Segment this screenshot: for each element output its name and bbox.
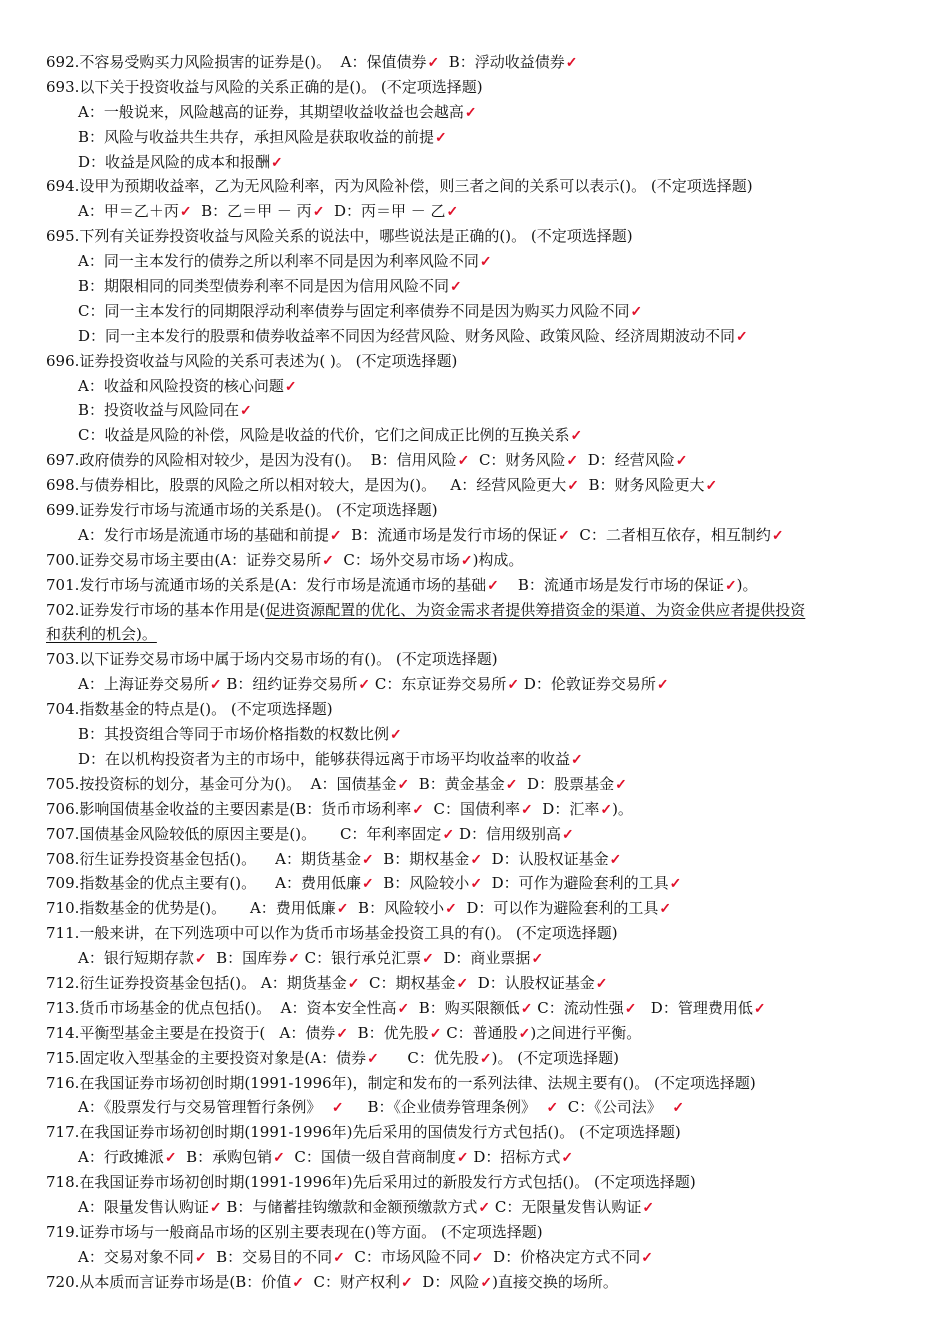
line-text: 695.下列有关证券投资收益与风险关系的说法中，哪些说法是正确的()。 (不定项选择题) xyxy=(46,227,633,246)
check-mark-icon: ✓ xyxy=(329,527,342,544)
line-text: 698.与债券相比，股票的风险之所以相对较大，是因为()。 A：经营风险更大 xyxy=(46,476,567,495)
check-mark-icon: ✓ xyxy=(624,1000,637,1017)
line-text: 713.货币市场基金的优点包括()。 A：资本安全性高 xyxy=(46,998,397,1017)
check-mark-icon: ✓ xyxy=(450,279,462,296)
line-text: D：可以作为避险套利的工具 xyxy=(456,899,659,918)
line-text: B：《企业债券管理条例》 xyxy=(343,1098,546,1117)
line-text: C：国债利率 xyxy=(424,799,521,818)
line-text: B：乙＝甲 － 丙 xyxy=(191,202,312,221)
line-text: B：与储蓄挂钩缴款和金额预缴款方式 xyxy=(221,1197,478,1216)
question-line xyxy=(46,1170,912,1195)
answer-option-line xyxy=(46,299,912,324)
check-mark-icon: ✓ xyxy=(273,1150,285,1167)
line-text: 和获利的机会)。 xyxy=(46,625,157,644)
line-text: C：市场风险不同 xyxy=(344,1247,471,1266)
line-text: 692.不容易受购买力风险损害的证券是()。 A：保值债券 xyxy=(46,53,427,71)
line-text: A：《股票发行与交易管理暂行条例》 xyxy=(78,1098,331,1117)
check-mark-icon: ✓ xyxy=(771,527,784,544)
check-mark-icon: ✓ xyxy=(565,55,578,71)
check-mark-icon: ✓ xyxy=(322,552,334,569)
check-mark-icon: ✓ xyxy=(271,154,283,171)
line-text: 703.以下证券交易市场中属于场内交易市场的有()。 (不定项选择题) xyxy=(46,650,498,669)
line-text: D：认股权证基金 xyxy=(482,849,609,868)
underlined-answer-text: 促进资源配置的优化、为资金需求者提供筹措资金的渠道、为资金供应者提供投资 xyxy=(265,600,806,619)
check-mark-icon: ✓ xyxy=(736,328,748,345)
line-text: C：银行承兑汇票 xyxy=(299,949,422,968)
check-mark-icon: ✓ xyxy=(479,1050,492,1067)
question-line xyxy=(46,448,912,473)
check-mark-icon: ✓ xyxy=(397,1000,410,1017)
check-mark-icon: ✓ xyxy=(367,1050,379,1067)
line-text: 717.在我国证券市场初创时期(1991-1996年)先后采用的国债发行方式包括()。 (不定项选择题) xyxy=(46,1123,681,1142)
line-text: D：汇率 xyxy=(532,799,600,818)
check-mark-icon: ✓ xyxy=(478,1199,491,1216)
answer-option-line xyxy=(46,722,912,747)
line-text: 715.固定收入型基金的主要投资对象是(A：债券 xyxy=(46,1048,367,1067)
check-mark-icon: ✓ xyxy=(401,1274,413,1291)
line-text: 702.证券发行市场的基本作用是( xyxy=(46,600,266,619)
line-text: B：流通市场是发行市场的保证 xyxy=(341,525,558,544)
line-text: D：风险 xyxy=(412,1272,480,1291)
line-text: C：期权基金 xyxy=(359,973,456,992)
check-mark-icon: ✓ xyxy=(284,378,297,395)
check-mark-icon: ✓ xyxy=(487,577,499,594)
check-mark-icon: ✓ xyxy=(347,975,360,992)
line-text: B：交易目的不同 xyxy=(206,1247,333,1266)
check-mark-icon: ✓ xyxy=(724,577,737,594)
line-text: C：财务风险 xyxy=(469,451,566,470)
answer-option-line xyxy=(46,324,912,349)
check-mark-icon: ✓ xyxy=(558,527,570,544)
check-mark-icon: ✓ xyxy=(705,478,718,495)
check-mark-icon: ✓ xyxy=(336,901,349,918)
answer-option-line xyxy=(46,946,912,971)
check-mark-icon: ✓ xyxy=(753,1000,766,1017)
line-text: D：同一主本发行的股票和债券收益率不同因为经营风险、财务风险、政策风险、经济周期波动不同 xyxy=(78,326,736,345)
line-text: A：限量发售认购证 xyxy=(78,1197,209,1216)
check-mark-icon: ✓ xyxy=(531,951,544,968)
line-text: A：一般说来，风险越高的证券，其期望收益收益也会越高 xyxy=(78,102,464,121)
line-text: 699.证券发行市场与流通市场的关系是()。 (不定项选择题) xyxy=(46,501,438,520)
check-mark-icon: ✓ xyxy=(427,55,440,71)
check-mark-icon: ✓ xyxy=(470,851,483,868)
answer-option-line xyxy=(46,1245,912,1270)
check-mark-icon: ✓ xyxy=(358,677,371,694)
check-mark-icon: ✓ xyxy=(435,129,447,146)
check-mark-icon: ✓ xyxy=(672,1100,685,1117)
question-line xyxy=(46,847,912,872)
line-text: A：甲＝乙＋丙 xyxy=(78,202,179,221)
question-line xyxy=(46,1071,912,1096)
question-line xyxy=(46,822,912,847)
answer-option-line xyxy=(46,374,912,399)
check-mark-icon: ✓ xyxy=(442,826,455,843)
line-text: D：可作为避险套利的工具 xyxy=(482,874,669,893)
line-text: 719.证券市场与一般商品市场的区别主要表现在()等方面。 (不定项选择题) xyxy=(46,1222,543,1241)
check-mark-icon: ✓ xyxy=(429,1025,442,1042)
check-mark-icon: ✓ xyxy=(292,1274,305,1291)
line-text: 718.在我国证券市场初创时期(1991-1996年)先后采用过的新股发行方式包括()。 (不定项选择题) xyxy=(46,1173,696,1192)
check-mark-icon: ✓ xyxy=(609,851,622,868)
line-text: C：《公司法》 xyxy=(558,1098,672,1117)
check-mark-icon: ✓ xyxy=(518,1025,531,1042)
check-mark-icon: ✓ xyxy=(336,1025,349,1042)
check-mark-icon: ✓ xyxy=(507,677,520,694)
question-line xyxy=(46,896,912,921)
answer-option-line xyxy=(46,150,912,175)
check-mark-icon: ✓ xyxy=(656,677,669,694)
line-text: 693.以下关于投资收益与风险的关系正确的是()。 (不定项选择题) xyxy=(46,77,483,96)
question-line xyxy=(46,573,912,598)
line-text: 708.衍生证券投资基金包括()。 A：期货基金 xyxy=(46,849,362,868)
check-mark-icon: ✓ xyxy=(312,204,325,221)
line-text: )。 xyxy=(612,799,633,818)
line-text: A：同一主本发行的债券之所以利率不同是因为利率风险不同 xyxy=(78,252,479,271)
question-line xyxy=(46,349,912,374)
check-mark-icon: ✓ xyxy=(471,1249,484,1266)
answer-option-line xyxy=(46,672,912,697)
line-text: 696.证券投资收益与风险的关系可表述为( )。 (不定项选择题) xyxy=(46,351,458,370)
line-text: D：在以机构投资者为主的市场中，能够获得远离于市场平均收益率的收益 xyxy=(78,749,571,768)
line-text: )。 (不定项选择题) xyxy=(491,1048,619,1067)
line-text: A：收益和风险投资的核心问题 xyxy=(78,376,284,395)
line-text: 720.从本质而言证券市场是(B：价值 xyxy=(46,1272,292,1291)
check-mark-icon: ✓ xyxy=(179,204,192,221)
line-text: B：投资收益与风险同在 xyxy=(78,401,240,420)
line-text: 716.在我国证券市场初创时期(1991-1996年)，制定和发布的一系列法律、法规主要有()。 (不定项选择题) xyxy=(46,1073,756,1092)
check-mark-icon: ✓ xyxy=(600,801,613,818)
line-text: B：其投资组合等同于市场价格指数的权数比例 xyxy=(78,725,390,744)
check-mark-icon: ✓ xyxy=(520,1000,533,1017)
check-mark-icon: ✓ xyxy=(630,303,643,320)
line-text: B：风险较小 xyxy=(373,874,470,893)
check-mark-icon: ✓ xyxy=(457,453,470,470)
line-text: )构成。 xyxy=(472,550,524,569)
check-mark-icon: ✓ xyxy=(505,776,518,793)
check-mark-icon: ✓ xyxy=(209,677,222,694)
check-mark-icon: ✓ xyxy=(561,1150,574,1167)
question-line xyxy=(46,971,912,996)
line-text: 714.平衡型基金主要是在投资于( A：债券 xyxy=(46,1023,336,1042)
line-text: C：二者相互依存，相互制约 xyxy=(569,525,771,544)
check-mark-icon: ✓ xyxy=(362,876,374,893)
check-mark-icon: ✓ xyxy=(288,951,300,968)
line-text: 694.设甲为预期收益率，乙为无风险利率，丙为风险补偿，则三者之间的关系可以表示()。 (不定项选择题) xyxy=(46,177,753,196)
check-mark-icon: ✓ xyxy=(561,826,574,843)
check-mark-icon: ✓ xyxy=(446,204,459,221)
line-text: )。 xyxy=(736,575,758,594)
answer-option-line xyxy=(46,1145,912,1170)
question-line xyxy=(46,75,912,100)
question-line xyxy=(46,1220,912,1245)
check-mark-icon: ✓ xyxy=(194,951,207,968)
check-mark-icon: ✓ xyxy=(362,851,374,868)
answer-option-line xyxy=(46,274,912,299)
line-text: D：价格决定方式不同 xyxy=(483,1247,641,1266)
check-mark-icon: ✓ xyxy=(333,1249,345,1266)
check-mark-icon: ✓ xyxy=(566,453,579,470)
check-mark-icon: ✓ xyxy=(595,975,608,992)
line-text: D：丙＝甲 － 乙 xyxy=(324,202,446,221)
check-mark-icon: ✓ xyxy=(194,1249,207,1266)
line-text: 712.衍生证券投资基金包括()。 A：期货基金 xyxy=(46,973,347,992)
line-text: B：财务风险更大 xyxy=(578,476,705,495)
check-mark-icon: ✓ xyxy=(164,1150,177,1167)
check-mark-icon: ✓ xyxy=(659,901,672,918)
line-text: C：场外交易市场 xyxy=(333,550,460,569)
line-text: C：东京证券交易所 xyxy=(370,675,507,694)
answer-option-line xyxy=(46,398,912,423)
line-text: D：股票基金 xyxy=(517,774,615,793)
line-text: D：管理费用低 xyxy=(636,998,753,1017)
line-text: D：商业票据 xyxy=(433,949,531,968)
check-mark-icon: ✓ xyxy=(390,727,402,744)
check-mark-icon: ✓ xyxy=(470,876,483,893)
line-text: B：期限相同的同类型债券利率不同是因为信用风险不同 xyxy=(78,277,450,296)
question-line xyxy=(46,174,912,199)
line-text: C：普通股 xyxy=(441,1023,518,1042)
check-mark-icon: ✓ xyxy=(642,1199,655,1216)
question-line xyxy=(46,1120,912,1145)
question-line xyxy=(46,797,912,822)
question-line xyxy=(46,921,912,946)
answer-option-line xyxy=(46,423,912,448)
line-text: C：流动性强 xyxy=(532,998,624,1017)
line-text: )直接交换的场所。 xyxy=(492,1272,618,1291)
question-line xyxy=(46,1270,912,1295)
line-text: 709.指数基金的优点主要有()。 A：费用低廉 xyxy=(46,874,362,893)
check-mark-icon: ✓ xyxy=(331,1100,344,1117)
line-text: 706.影响国债基金收益的主要因素是(B：货币市场利率 xyxy=(46,799,412,818)
line-text: 700.证券交易市场主要由(A：证券交易所 xyxy=(46,550,322,569)
question-line xyxy=(46,996,912,1021)
line-text: C：财产权利 xyxy=(304,1272,401,1291)
line-text: A：发行市场是流通市场的基础和前提 xyxy=(78,525,329,544)
answer-option-line xyxy=(46,249,912,274)
line-text: C：优先股 xyxy=(378,1048,479,1067)
answer-option-line xyxy=(46,523,912,548)
line-text: C：收益是风险的补偿，风险是收益的代价，它们之间成正比例的互换关系 xyxy=(78,426,570,445)
check-mark-icon: ✓ xyxy=(422,951,434,968)
line-text: C：国债一级自营商制度 xyxy=(284,1148,456,1167)
check-mark-icon: ✓ xyxy=(479,254,492,271)
question-line xyxy=(46,224,912,249)
check-mark-icon: ✓ xyxy=(480,1274,493,1291)
check-mark-icon: ✓ xyxy=(521,801,533,818)
answer-option-line xyxy=(46,1195,912,1220)
line-text: B：纽约证券交易所 xyxy=(221,675,358,694)
line-text: D：经营风险 xyxy=(578,451,675,470)
question-line xyxy=(46,1021,912,1046)
question-line xyxy=(46,1046,912,1071)
line-text: A：交易对象不同 xyxy=(78,1247,194,1266)
check-mark-icon: ✓ xyxy=(209,1199,222,1216)
line-text: 704.指数基金的特点是()。 (不定项选择题) xyxy=(46,700,333,719)
line-text: B：购买限额低 xyxy=(409,998,520,1017)
line-text: 710.指数基金的优势是()。 A：费用低廉 xyxy=(46,899,336,918)
question-line xyxy=(46,772,912,797)
question-line xyxy=(46,598,912,623)
question-line xyxy=(46,622,912,647)
line-text: A：上海证券交易所 xyxy=(78,675,209,694)
check-mark-icon: ✓ xyxy=(464,104,477,121)
check-mark-icon: ✓ xyxy=(397,776,410,793)
line-text: 707.国债基金风险较低的原因主要是()。 C：年利率固定 xyxy=(46,824,442,843)
answer-option-line xyxy=(46,1095,912,1120)
line-text: B：黄金基金 xyxy=(409,774,505,793)
line-text: )之间进行平衡。 xyxy=(530,1023,642,1042)
line-text: B：承购包销 xyxy=(176,1148,273,1167)
line-text: B：国库券 xyxy=(206,949,288,968)
question-line xyxy=(46,498,912,523)
line-text: C：同一主本发行的同期限浮动利率债券与固定利率债券不同是因为购买力风险不同 xyxy=(78,301,630,320)
check-mark-icon: ✓ xyxy=(567,478,579,495)
check-mark-icon: ✓ xyxy=(445,901,457,918)
line-text: B：风险与收益共生共存，承担风险是获取收益的前提 xyxy=(78,127,435,146)
check-mark-icon: ✓ xyxy=(615,776,627,793)
line-text: D：认股权证基金 xyxy=(468,973,595,992)
check-mark-icon: ✓ xyxy=(571,751,583,768)
line-text: D：招标方式 xyxy=(468,1148,561,1167)
check-mark-icon: ✓ xyxy=(570,428,583,445)
question-line xyxy=(46,473,912,498)
line-text: D：伦敦证券交易所 xyxy=(519,675,656,694)
answer-option-line xyxy=(46,125,912,150)
line-text: B：浮动收益债券 xyxy=(439,53,565,71)
line-text: 701.发行市场与流通市场的关系是(A：发行市场是流通市场的基础 xyxy=(46,575,487,594)
check-mark-icon: ✓ xyxy=(675,453,688,470)
line-text: B：流通市场是发行市场的保证 xyxy=(498,575,724,594)
line-text: D：信用级别高 xyxy=(454,824,561,843)
check-mark-icon: ✓ xyxy=(641,1249,653,1266)
question-line xyxy=(46,697,912,722)
line-text: C：无限量发售认购证 xyxy=(490,1197,642,1216)
answer-option-line xyxy=(46,199,912,224)
check-mark-icon: ✓ xyxy=(240,403,252,420)
line-text: B：优先股 xyxy=(348,1023,429,1042)
answer-option-line xyxy=(46,747,912,772)
line-text: A：行政摊派 xyxy=(78,1148,164,1167)
check-mark-icon: ✓ xyxy=(456,975,469,992)
line-text: B：风险较小 xyxy=(348,899,445,918)
line-text: 705.按投资标的划分，基金可分为()。 A：国债基金 xyxy=(46,774,397,793)
line-text: 711.一般来讲，在下列选项中可以作为货币市场基金投资工具的有()。 (不定项选择题) xyxy=(46,924,618,943)
question-line xyxy=(46,647,912,672)
line-text: B：期权基金 xyxy=(373,849,470,868)
line-text: A：银行短期存款 xyxy=(78,949,194,968)
check-mark-icon: ✓ xyxy=(456,1150,469,1167)
question-line xyxy=(46,871,912,896)
check-mark-icon: ✓ xyxy=(460,552,473,569)
answer-option-line xyxy=(46,100,912,125)
check-mark-icon: ✓ xyxy=(412,801,425,818)
question-line xyxy=(46,548,912,573)
line-text: D：收益是风险的成本和报酬 xyxy=(78,152,271,171)
question-line xyxy=(46,50,912,75)
line-text: 697.政府债券的风险相对较少，是因为没有()。 B：信用风险 xyxy=(46,451,457,470)
check-mark-icon: ✓ xyxy=(546,1100,559,1117)
check-mark-icon: ✓ xyxy=(669,876,682,893)
